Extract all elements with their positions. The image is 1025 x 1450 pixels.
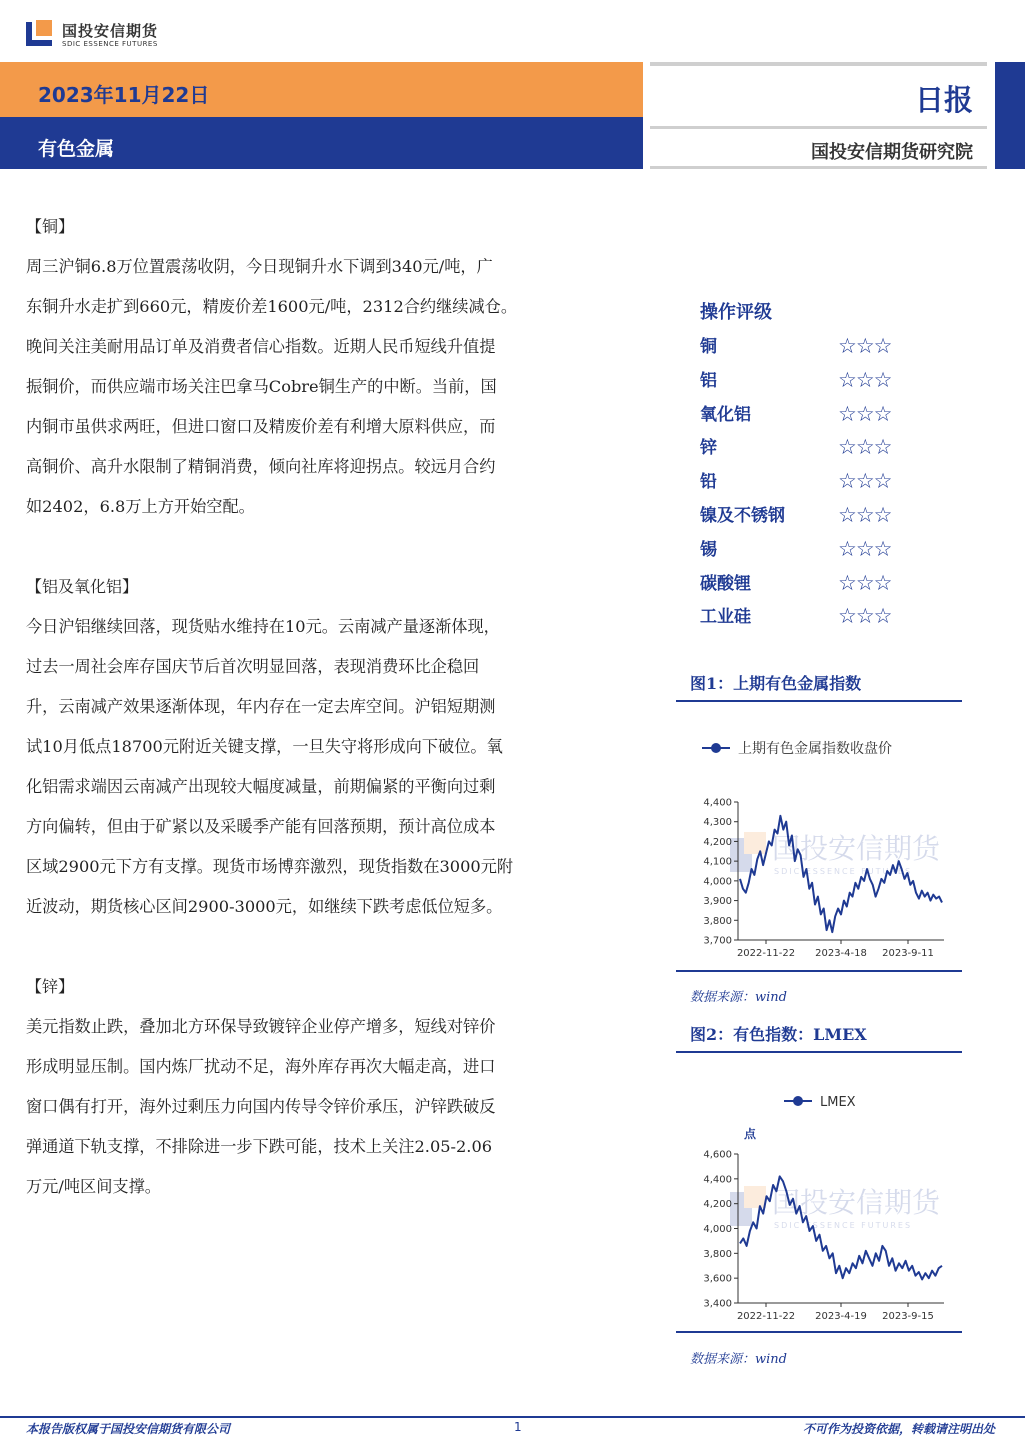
report-date: 2023年11月22日: [38, 83, 210, 107]
page-number: 1: [514, 1420, 522, 1434]
y-tick-label: 3,900: [703, 896, 732, 908]
x-tick-label: 2023-4-19: [815, 1311, 867, 1322]
section-copper: [26, 207, 611, 527]
section-body: [26, 607, 611, 927]
header-divider: [650, 62, 987, 66]
rating-row: [700, 499, 960, 533]
y-tick-label: 3,600: [703, 1273, 732, 1285]
y-tick-label: 3,800: [703, 915, 732, 927]
text-line: 晚间关注美耐用品订单及消费者信心指数。近期人民币短线升值提: [26, 337, 496, 356]
section-body: [26, 1007, 611, 1207]
y-tick-label: 4,300: [703, 817, 732, 829]
y-tick-label: 4,400: [703, 1174, 732, 1186]
company-logo: [24, 14, 184, 54]
rating-row: [700, 600, 960, 634]
text-line: 美元指数止跌，叠加北方环保导致镀锌企业停产增多，短线对锌价: [26, 1017, 496, 1036]
rating-row: [700, 533, 960, 567]
rating-panel: [700, 296, 960, 634]
watermark-text: 国投安信期货: [772, 1186, 941, 1219]
footer-disclaimer: 不可作为投资依据，转载请注明出处: [802, 1422, 995, 1436]
y-tick-label: 4,000: [703, 876, 732, 888]
section-title: 【锌】: [26, 977, 75, 996]
section-zinc: [26, 967, 611, 1207]
figure-2-bottom-rule: [676, 1331, 962, 1333]
legend-label: LMEX: [820, 1095, 856, 1110]
header-divider: [650, 126, 987, 129]
text-line: 过去一周社会库存国庆节后首次明显回落，表现消费环比企稳回: [26, 657, 480, 676]
rating-name: 氧化铝: [700, 404, 751, 425]
section-body: [26, 247, 611, 527]
watermark-logo-icon: [744, 1186, 766, 1208]
text-line: 如2402，6.8万上方开始空配。: [26, 497, 255, 516]
rating-name: 铅: [700, 472, 717, 493]
footer-rule: [0, 1416, 1025, 1418]
figure-1-source: 数据来源：wind: [690, 990, 787, 1005]
chart-lmex: [676, 1062, 962, 1330]
watermark-text-en: SDIC ESSENCE FUTURES: [774, 867, 913, 876]
rating-name: 镍及不锈钢: [700, 505, 785, 526]
report-type: 日报: [914, 83, 973, 117]
star-icon: ☆☆☆: [838, 502, 892, 527]
text-line: 万元/吨区间支撑。: [26, 1177, 161, 1196]
rating-row: [700, 431, 960, 465]
rating-name: 碳酸锂: [700, 573, 751, 594]
y-tick-label: 4,100: [703, 856, 732, 868]
text-line: 高铜价、高升水限制了精铜消费，倾向社库将迎拐点。较远月合约: [26, 457, 496, 476]
star-icon: ☆☆☆: [838, 469, 892, 494]
section-title: 【铝及氧化铝】: [26, 577, 139, 596]
legend-label: 上期有色金属指数收盘价: [738, 741, 892, 757]
watermark: [730, 832, 942, 876]
text-line: 试10月低点18700元附近关键支撑，一旦失守将形成向下破位。氧: [26, 737, 503, 756]
x-tick-label: 2022-11-22: [736, 948, 796, 959]
figure-1-rule: [676, 700, 962, 702]
text-line: 区域2900元下方有支撑。现货市场博弈激烈，现货指数在3000元附: [26, 857, 514, 876]
logo-en-text: SDIC ESSENCE FUTURES: [62, 40, 158, 48]
text-line: 今日沪铝继续回落，现货贴水维持在10元。云南减产量逐渐体现，: [26, 617, 500, 636]
figure-2-rule: [676, 1051, 962, 1053]
star-icon: ☆☆☆: [838, 604, 892, 629]
report-sector: 有色金属: [38, 138, 115, 160]
rating-name: 锡: [700, 539, 717, 560]
text-line: 内铜市虽供求两旺，但进口窗口及精废价差有利增大原料供应，而: [26, 417, 496, 436]
institute-name: 国投安信期货研究院: [811, 142, 973, 163]
rating-row: [700, 330, 960, 364]
watermark-text-en: SDIC ESSENCE FUTURES: [774, 1221, 913, 1230]
legend-marker: [711, 743, 721, 753]
chart-shfe-metal-index: [676, 710, 962, 970]
figure-2-source: 数据来源：wind: [690, 1352, 787, 1367]
logo-mark-icon: [24, 18, 54, 48]
text-line: 升，云南减产效果逐渐体现，年内存在一定去库空间。沪铝短期测: [26, 697, 496, 716]
y-tick-label: 3,800: [703, 1248, 732, 1260]
text-line: 周三沪铜6.8万位置震荡收阴，今日现铜升水下调到340元/吨，广: [26, 257, 493, 276]
text-line: 窗口偶有打开，海外过剩压力向国内传导令锌价承压，沪锌跌破反: [26, 1097, 496, 1116]
rating-row: [700, 465, 960, 499]
rating-name: 锌: [700, 438, 717, 459]
watermark-logo-icon: [744, 832, 766, 854]
text-line: 东铜升水走扩到660元，精废价差1600元/吨，2312合约继续减仓。: [26, 297, 518, 316]
figure-2-title: 图2：有色指数：LMEX: [690, 1025, 867, 1044]
text-line: 振铜价，而供应端市场关注巴拿马Cobre铜生产的中断。当前，国: [26, 377, 497, 396]
star-icon: ☆☆☆: [838, 367, 892, 392]
figure-1-title: 图1：上期有色金属指数: [690, 674, 862, 693]
x-tick-label: 2022-11-22: [736, 1311, 796, 1322]
x-tick-label: 2023-9-11: [882, 948, 934, 959]
logo-cn-text: 国投安信期货: [62, 22, 159, 40]
y-tick-label: 3,400: [703, 1298, 732, 1310]
rating-name: 铝: [700, 370, 717, 391]
x-tick-label: 2023-4-18: [815, 948, 867, 959]
star-icon: ☆☆☆: [838, 570, 892, 595]
y-tick-label: 4,000: [703, 1224, 732, 1235]
rating-name: 工业硅: [700, 607, 751, 628]
text-line: 方向偏转，但由于矿紧以及采暖季产能有回落预期，预计高位成本: [26, 817, 496, 836]
y-tick-label: 4,200: [703, 1199, 732, 1211]
watermark-text: 国投安信期货: [772, 832, 941, 865]
y-tick-label: 4,600: [703, 1149, 732, 1161]
header-accent-block: [995, 62, 1025, 169]
text-line: 近波动，期货核心区间2900-3000元，如继续下跌考虑低位短多。: [26, 897, 503, 916]
star-icon: ☆☆☆: [838, 435, 892, 460]
star-icon: ☆☆☆: [838, 401, 892, 426]
rating-row: [700, 398, 960, 432]
footer-copyright: 本报告版权属于国投安信期货有限公司: [26, 1422, 231, 1436]
header-divider: [650, 166, 987, 169]
rating-name: 铜: [700, 337, 717, 357]
section-title: 【铜】: [26, 217, 75, 236]
y-tick-label: 4,200: [703, 836, 732, 848]
rating-row: [700, 567, 960, 601]
star-icon: ☆☆☆: [838, 334, 892, 358]
y-tick-label: 4,400: [703, 797, 732, 809]
x-tick-label: 2023-9-15: [882, 1311, 934, 1322]
text-line: 化铝需求端因云南减产出现较大幅度减量，前期偏紧的平衡向过剩: [26, 777, 496, 796]
rating-title: 操作评级: [700, 302, 772, 323]
y-axis-label: 点: [744, 1127, 757, 1141]
section-aluminium: [26, 567, 611, 927]
text-line: 弹通道下轨支撑，不排除进一步下跌可能，技术上关注2.05-2.06: [26, 1137, 493, 1156]
text-line: 形成明显压制。国内炼厂扰动不足，海外库存再次大幅走高，进口: [26, 1057, 496, 1076]
legend-marker: [793, 1096, 803, 1106]
star-icon: ☆☆☆: [838, 536, 892, 561]
y-tick-label: 3,700: [703, 935, 732, 947]
figure-1-bottom-rule: [676, 970, 962, 972]
rating-row: [700, 364, 960, 398]
